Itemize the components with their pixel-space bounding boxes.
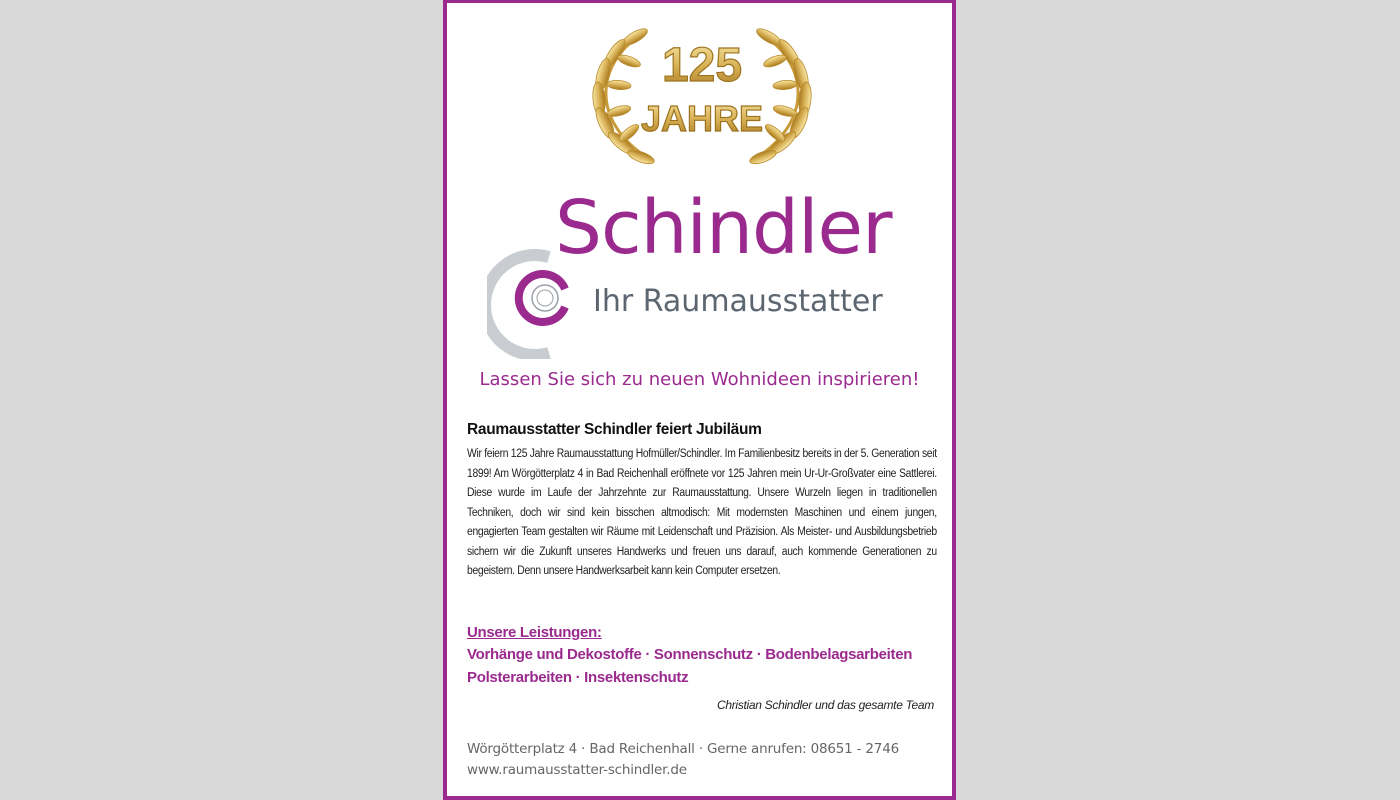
advertisement: [443, 0, 956, 800]
contact-address: Wörgötterplatz 4 · Bad Reichenhall · Gerne anrufen: 08651 - 2746: [467, 741, 899, 757]
signature: Christian Schindler und das gesamte Team: [716, 698, 934, 712]
services-line-2: Polsterarbeiten · Insektenschutz: [467, 669, 689, 686]
contact-website[interactable]: www.raumausstatter-schindler.de: [467, 762, 687, 778]
badge-number: 125: [661, 39, 743, 92]
services-line-1: Vorhänge und Dekostoffe · Sonnenschutz · Bodenbelagsarbeiten: [467, 646, 913, 663]
tagline: Lassen Sie sich zu neuen Wohnideen inspirieren!: [479, 369, 920, 390]
services-title: Unsere Leistungen:: [467, 624, 602, 641]
article-body: Wir feiern 125 Jahre Raumausstattung Hofmüller/Schindler. Im Familienbesitz bereits in der 5. Generation seit 1899! Am Wörgötterplatz 4 in Bad Reichenhall eröffnete vor 125 Jahren mein Ur-Ur-Großvater eine Sattlerei. Diese wurde im Laufe der Jahrzehnte zur Raumausstattung. Unsere Wurzeln liegen in traditionellen Techniken, doch wir sind kein bisschen altmodisch: Mit modernsten Maschinen und einem jungen, engagierten Team gestalten wir Räume mit Leidenschaft und Präzision. Als Meister- und Ausbildungsbetrieb sichern wir die Zukunft unseres Handwerks und freuen uns darauf, auch kommende Generationen zu begeistern. Denn unsere Handwerksarbeit kann kein Computer ersetzen.: [467, 448, 937, 577]
brand-name: Schindler: [555, 185, 892, 271]
article-headline: Raumausstatter Schindler feiert Jubiläum: [467, 421, 762, 438]
anniversary-laurel-badge: [577, 19, 827, 169]
brand-subtitle: Ihr Raumausstatter: [593, 284, 883, 319]
badge-label: JAHRE: [640, 98, 764, 139]
